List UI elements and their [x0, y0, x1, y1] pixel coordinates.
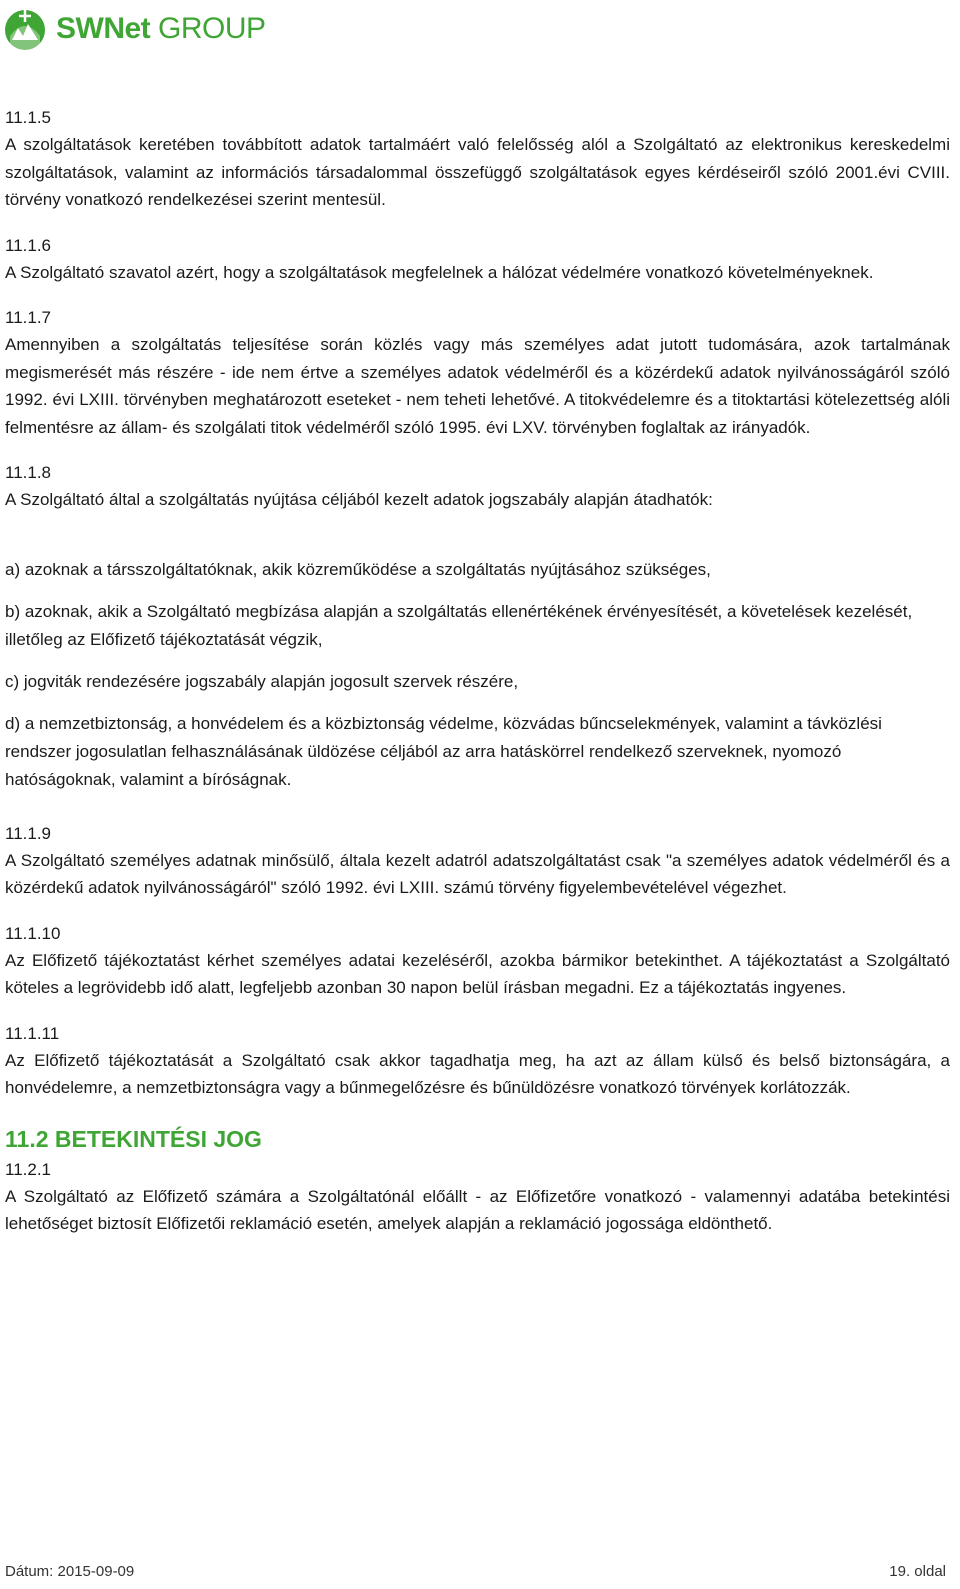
footer-date: Dátum: 2015-09-09: [5, 1563, 135, 1580]
section-number: 11.1.11: [5, 1023, 60, 1043]
section-11-1-7: [5, 304, 950, 441]
section-text: A Szolgáltató által a szolgáltatás nyújtása céljából kezelt adatok jogszabály alapján átadhatók:: [5, 490, 713, 509]
section-text: A Szolgáltató személyes adatnak minősülő, általa kezelt adatról adatszolgáltatást csak "a személyes adatok védelméről és a közérdekű adatok nyilvánosságáról" szóló 1992. évi LXIII. számú törvény figyelembevételével végezhet.: [5, 850, 950, 897]
list-item: d) a nemzetbiztonság, a honvédelem és a közbiztonság védelme, közvádas bűncselekmények, valamint a távközlési rendszer jogosulatlan felhasználásának üldözése céljából az arra hatáskörrel rendelkező szerveknek, nyomozó hatóságoknak, valamint a bíróságnak.: [5, 713, 882, 789]
section-text: Az Előfizető tájékoztatást kérhet személyes adatai kezeléséről, azokba bármikor betekinthet. A tájékoztatást a Szolgáltató köteles a legrövidebb idő alatt, legfeljebb azonban 30 napon belül írásban megadni. Ez a tájékoztatás ingyenes.: [5, 950, 950, 997]
section-number: 11.1.9: [5, 823, 52, 843]
section-11-1-6: [5, 232, 950, 287]
section-heading: 11.2 BETEKINTÉSI JOG: [5, 1125, 262, 1152]
section-11-1-9: [5, 820, 950, 902]
brand-logo: [4, 4, 266, 54]
section-number: 11.1.7: [5, 308, 52, 327]
section-11-2-1: [5, 1156, 950, 1238]
logo-icon: [4, 6, 46, 52]
footer-page-number: 19. oldal: [889, 1563, 946, 1580]
section-number: 11.1.6: [5, 235, 52, 255]
section-number: 11.1.8: [5, 463, 52, 482]
list-item: c) jogviták rendezésére jogszabály alapján jogosult szervek részére,: [5, 671, 519, 691]
section-text: Az Előfizető tájékoztatását a Szolgáltató csak akkor tagadhatja meg, ha azt az állam külső és belső biztonságára, a honvédelemre, a nemzetbiztonságra vagy a bűnmegelőzésre és bűnüldözésre vonatkozó törvények korlátozzák.: [5, 1050, 950, 1097]
list-item: a) azoknak a társszolgáltatóknak, akik közreműködése a szolgáltatás nyújtásához szükséges,: [5, 559, 711, 579]
section-11-1-11: [5, 1020, 950, 1102]
section-text: A szolgáltatások keretében továbbított adatok tartalmáért való felelősség alól a Szolgáltató az elektronikus kereskedelmi szolgáltatások, valamint az információs társadalommal összefüggő szolgáltatások egyes kérdéseiről szóló 2001.évi CVIII. törvény vonatkozó rendelkezései szerint mentesül.: [5, 135, 950, 209]
section-11-1-8: [5, 459, 950, 514]
logo-sw: SWNet: [56, 12, 151, 45]
section-text: Amennyiben a szolgáltatás teljesítése során közlés vagy más személyes adat jutott tudomására, azok tartalmának megismerését más részére - ide nem értve a személyes adatok védelméről és a közérdekű adatok nyilvánosságáról szóló 1992. évi LXIII. törvényben meghatározott eseteket - nem teheti lehetővé. A titokvédelemre és a titoktartási kötelezettség alóli felmentésre az állam- és szolgálati titok védelméről szóló 1995. évi LXV. törvényben foglaltak az irányadók.: [5, 335, 950, 437]
disclosure-list: [5, 556, 950, 794]
list-item: b) azoknak, akik a Szolgáltató megbízása alapján a szolgáltatás ellenértékének érvényesítését, a követelések kezelését, illetőleg az Előfizető tájékoztatását végzik,: [5, 601, 913, 649]
section-number: 11.1.5: [5, 108, 52, 127]
section-number: 11.1.10: [5, 923, 61, 943]
document-body: [5, 104, 950, 1238]
section-text: A Szolgáltató az Előfizető számára a Szolgáltatónál előállt - az Előfizetőre vonatkozó - valamennyi adatába betekintési lehetőséget biztosít Előfizetői reklamáció esetén, amelyek alapján a reklamáció jogossága eldönthető.: [5, 1186, 950, 1233]
logo-text: [56, 6, 266, 52]
section-text: A Szolgáltató szavatol azért, hogy a szolgáltatások megfelelnek a hálózat védelmére vonatkozó követelményeknek.: [5, 262, 874, 282]
section-11-1-5: [5, 104, 950, 214]
section-number: 11.2.1: [5, 1159, 52, 1179]
section-11-1-10: [5, 920, 950, 1002]
logo-group: GROUP: [158, 12, 266, 45]
